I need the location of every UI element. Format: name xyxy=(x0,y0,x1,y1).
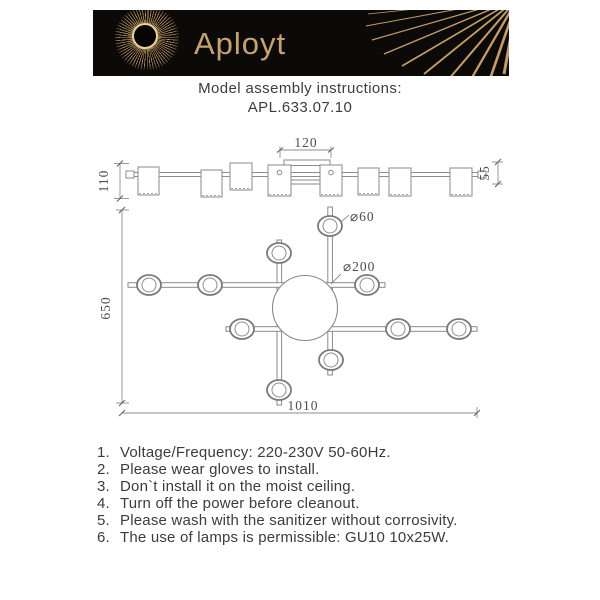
instruction-text: Please wear gloves to install. xyxy=(120,461,320,479)
header-banner xyxy=(93,10,509,76)
instruction-number: 4. xyxy=(97,495,110,513)
instruction-number: 6. xyxy=(97,529,110,547)
instruction-item xyxy=(97,444,517,461)
instruction-text: Please wash with the sanitizer without corrosivity. xyxy=(120,512,458,530)
center-body-circle xyxy=(273,276,338,341)
instruction-number: 2. xyxy=(97,461,110,479)
instruction-text: Voltage/Frequency: 220-230V 50-60Hz. xyxy=(120,444,391,461)
instruction-number: 1. xyxy=(97,444,110,461)
instruction-text: Don`t install it on the moist ceiling. xyxy=(120,478,356,496)
instruction-item xyxy=(97,461,517,478)
dim-lamp-diameter-label: ⌀60 xyxy=(350,209,375,224)
model-number: APL.633.07.10 xyxy=(247,98,353,116)
dim-1010-label: 1010 xyxy=(287,398,319,413)
dim-55-label: 55 xyxy=(477,165,492,181)
instruction-item xyxy=(97,495,517,512)
instruction-number: 5. xyxy=(97,512,110,530)
instruction-item xyxy=(97,478,517,495)
instruction-text: Turn off the power before cleanout. xyxy=(120,495,360,513)
instructions-list xyxy=(97,444,517,547)
instruction-item xyxy=(97,512,517,529)
side-view xyxy=(96,135,503,202)
dim-120-label: 120 xyxy=(294,135,318,150)
page-title: Model assembly instructions: xyxy=(198,80,402,97)
instruction-text: The use of lamps is permissible: GU10 10x25W. xyxy=(120,529,450,547)
plan-view xyxy=(98,207,480,418)
corner-rays-icon xyxy=(93,10,509,76)
instruction-item xyxy=(97,529,517,546)
dim-body-diameter-label: ⌀200 xyxy=(343,259,376,274)
assembly-diagram xyxy=(95,130,505,430)
instruction-number: 3. xyxy=(97,478,110,496)
diagram-svg xyxy=(95,130,505,430)
brand-wordmark: Aployt xyxy=(194,26,287,61)
title-block xyxy=(0,80,600,117)
dim-110-label: 110 xyxy=(96,169,111,193)
dim-650-label: 650 xyxy=(98,296,113,320)
